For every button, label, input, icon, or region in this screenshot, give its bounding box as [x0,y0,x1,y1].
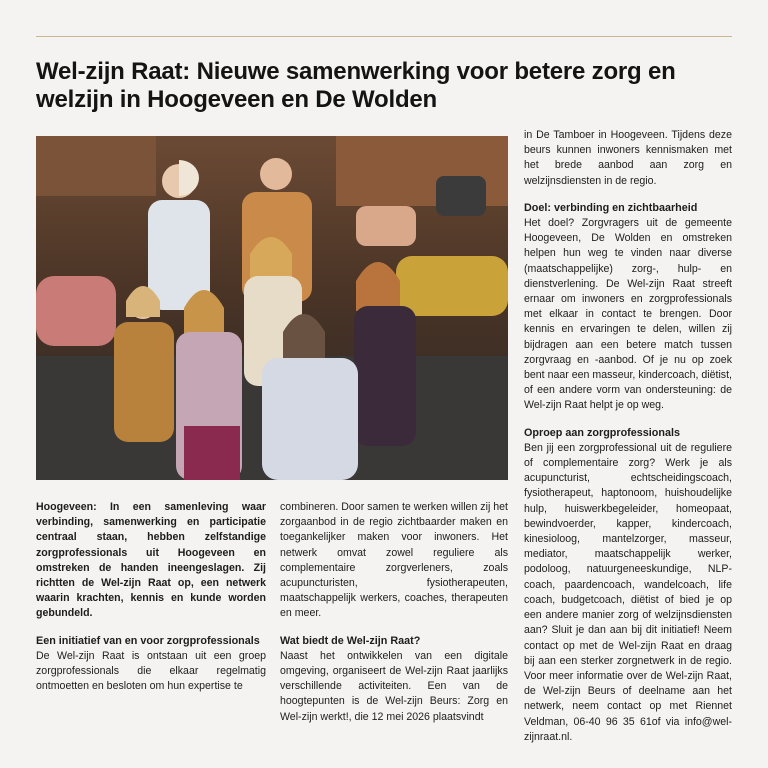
top-rule [36,36,732,37]
article-column-1 [36,500,266,694]
col2-body-2: Naast het ontwikkelen van een digitale omgeving, organiseert de Wel-zijn Raat jaarlijks verschillende activiteiten. Een van de hoogtepunten is de Wel-zijn Beurs: Zorg en Wel-zijn werkt!, die 12 mei 2026 plaatsvindt [280,649,508,723]
section-heading-initiatief: Een initiatief van en voor zorgprofessionals [36,634,260,647]
article-column-3 [524,128,732,745]
col3-body-2: Het doel? Zorgvragers uit de gemeente Hoogeveen, De Wolden en omstreken helpen hun weg te vinden naar diverse (maatschappelijke) zorg-, hulp- en dienstverlening. De Wel-zijn Raat streeft ernaar om inwoners en zorgprofessionals met elkaar in contact te brengen. Door kennis en ervaringen te delen, willen zij bijdragen aan een betere match tussen zorgvraag en -aanbod. Of je nu op zoek bent naar een masseur, kindercoach, diëtist, of een andere vorm van ondersteuning: de Wel-zijn Raat helpt je op weg. [524,217,732,412]
section-heading-wat-biedt: Wat biedt de Wel-zijn Raat? [280,634,421,647]
col3-body-1: in De Tamboer in Hoogeveen. Tijdens deze beurs kunnen inwoners kennismaken met het brede aanbod aan zorg en welzijnsdiensten in de regio. [524,129,732,187]
col3-body-3: Ben jij een zorgprofessional uit de reguliere of complementaire zorg? Werk je als acupuncturist, echtscheidingscoach, fysiotherapeut, haptonoom, huishoudelijke hulp, huiswerkbegeleider, homeopaat, bewindvoerder, kapper, kindercoach, kinesioloog, mantelzorger, masseur, mediator, maatschappelijk werker, podoloog, natuurgeneeskundige, NLP-coach, paardencoach, wandelcoach, life coach, budgetcoach, diëtist of bied je op een andere manier zorg of welzijnsdiensten aan? Sluit je dan aan bij dit initiatief! Neem contact op met de Wel-zijn Raat en draag bij aan een sterker zorgnetwerk in de regio. Voor meer informatie over de Wel-zijn Raat, de Wel-zijn Beurs of deelname aan het netwerk, neem contact op met Riennet Veldman, 06-40 96 35 61of via info@wel-zijnraat.nl. [524,441,732,743]
section-heading-oproep: Oproep aan zorgprofessionals [524,426,680,439]
article-headline: Wel-zijn Raat: Nieuwe samenwerking voor betere zorg en welzijn in Hoogeveen en De Wolden [36,58,676,113]
col2-body-1: combineren. Door samen te werken willen zij het zorgaanbod in de regio zichtbaarder maken en toegankelijker maken voor inwoners. Het netwerk omvat zowel reguliere als complementaire zorgverleners, zoals acupuncturisten, fysiotherapeuten, maatschappelijk werkers, coaches, therapeuten en meer. [280,501,508,620]
col1-body: De Wel-zijn Raat is ontstaan uit een groep zorgprofessionals die elkaar regelmatig ontmoetten en besloten om hun expertise te [36,649,266,693]
article-lead: Hoogeveen: In een samenleving waar verbinding, samenwerking en participatie centraal staan, hebben zelfstandige zorgprofessionals uit Hoogeveen en omstreken de handen ineengeslagen. Zij richtten de Wel-zijn Raat op, een netwerk waarin krachten, kennis en kunde worden gebundeld. [36,501,266,620]
group-photo-illustration [36,136,508,480]
article-column-2 [280,500,508,725]
group-photo [36,136,508,480]
section-heading-doel: Doel: verbinding en zichtbaarheid [524,201,698,214]
